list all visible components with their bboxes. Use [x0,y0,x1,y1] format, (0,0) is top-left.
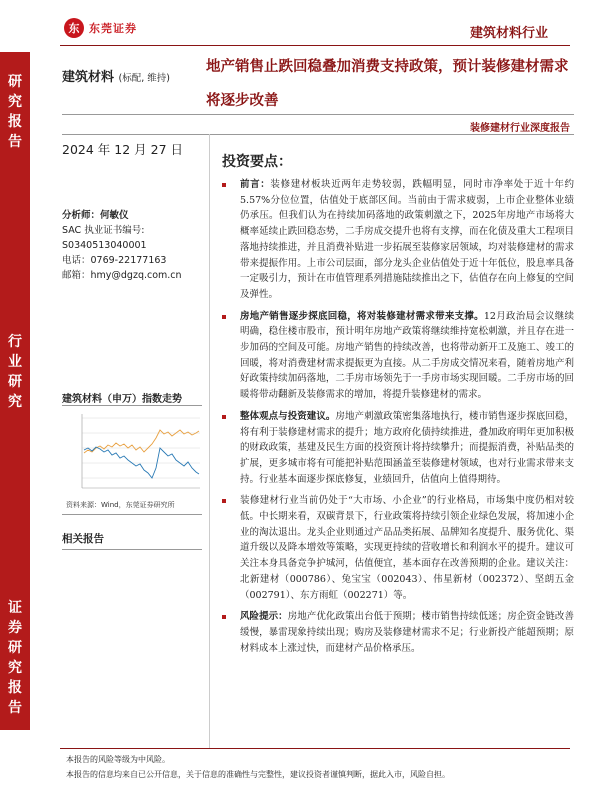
analyst-info [62,208,182,283]
point-risk [222,609,574,656]
point-text: 12月政治局会议继续明确，稳住楼市股市，预计明年房地产政策将继续维持宽松刺激，并且存在进一步加码的空间及可能。房地产销售的持续改善，也将带动新开工及施工、竣工的回暖，将对消费建材需求提振更为直接。从二手房成交情况来看，随着房地产利好政策持续加码落地，二手房市场领先于一手房市场实现回暖。二手房市场的回暖将带动翻新及装修需求的增加，将提升装修建材的需求。 [240,310,574,401]
sidebar-label-research: 研究报告 [8,74,22,150]
chart-title: 建筑材料（申万）指数走势 [62,394,182,405]
investment-points-title: 投资要点： [222,154,292,170]
point-industry-structure [222,493,574,603]
point-preface [222,177,574,303]
brand-logo [64,18,137,38]
bullet-square-icon [222,415,226,419]
report-date: 2024 年 12 月 27 日 [62,142,183,157]
point-text: 房地产刺激政策密集落地执行，楼市销售逐步探底回稳，将有利于装修建材需求的提升；地方政府化债持续推进，叠加政府明年更加积极的财政政策，基建及民生方面的投资预计将持续攀升；而提振消费，补贴品类的扩展，更多城市将有可能把补贴范围涵盖至装修建材领域，也对行业需求带来支持。行业基本面逐步探底修复，业绩回升，估值向上值得期待。 [240,410,574,485]
chart-source: 资料来源：Wind，东莞证券研究所 [66,501,175,509]
disclaimer-note: 本报告的信息均来自已公开信息，关于信息的准确性与完整性，建议投资者谨慎判断，据此入市，风险自担。 [66,770,450,779]
point-real-estate [222,309,574,403]
column-divider [209,134,210,748]
rating: (标配, 维持) [118,73,170,84]
top-rule [60,45,570,46]
risk-level-note: 本报告的风险等级为中风险。 [66,755,170,764]
bullet-square-icon [222,615,226,619]
bullet-square-icon [222,183,226,187]
point-overall-view [222,409,574,488]
footer [66,752,450,782]
bullet-square-icon [222,499,226,503]
analyst-name: 分析师：何敏仪 [62,210,129,221]
point-lead: 房地产销售逐步探底回稳，将对装修建材需求带来支撑。 [240,310,484,322]
type-divider [62,134,574,135]
index-chart [62,408,202,498]
point-lead: 整体观点与投资建议。 [240,410,336,422]
sac-number: S0340513040001 [62,240,147,251]
header-industry: 建筑材料行业 [469,26,548,41]
chart-bottom-rule [62,514,202,515]
point-text: 房地产优化政策出台低于预期；楼市销售持续低迷；房企资金链改善缓慢，暴雷现象持续出现；购房及装修建材需求不足；行业新投产能超预期；原材料成本上涨过快，而建材产品价格承压。 [240,611,574,654]
point-lead: 前言： [240,179,271,190]
report-type: 装修建材行业深度报告 [470,123,570,134]
sidebar-label-securities: 证券研究报告 [8,600,22,716]
report-title: 地产销售止跌回稳叠加消费支持政策，预计装修建材需求将逐步改善 [206,59,569,109]
analyst-email[interactable]: 邮箱：hmy@dgzq.com.cn [62,270,182,281]
series-line-building-materials [84,447,199,478]
industry-rating [62,66,170,85]
title-divider [62,114,574,115]
industry-name: 建筑材料 [62,70,115,85]
chart-top-rule [62,405,202,406]
logo-text: 东莞证券 [89,22,137,35]
related-divider [62,549,202,550]
logo-icon: 东 [64,18,84,38]
sidebar-label-industry: 行业研究 [8,334,22,410]
footer-rule [60,748,570,749]
related-reports-title: 相关报告 [62,533,104,545]
analyst-phone: 电话：0769-22177163 [62,255,167,266]
point-text: 装修建材行业当前仍处于“大市场、小企业”的行业格局，市场集中度仍相对较低。中长期来看，双碳背景下，行业政策将持续引领企业绿色发展，将加速小企业的淘汰退出。龙头企业则通过产品品类拓展、品牌知名度提升、服务优化、渠道升级以及降本增效等策略，实现更持续的营收增长和利润水平的提升。建议可关注本身具备竞争护城河，估值便宜，基本面存在改善预期的企业。建议关注：北新建材（000786）、兔宝宝（002043）、伟星新材（002372）、坚朗五金（002791）、东方雨虹（002271）等。 [240,495,574,601]
investment-points [222,177,574,662]
point-text: 装修建材板块近两年走势较弱，跌幅明显，同时市净率处于近十年约5.57%分位位置，估值处于底部区间。当前由于需求疲弱，上市企业整体业绩仍承压。但我们认为在持续加码落地的政策刺激之下，2025年房地产市场将大概率延续止跌回稳态势，二手房成交提升也将有支撑，而在化债及重大工程项目落地持续推进，并且消费补贴进一步拓展至装修家居领域，均对装修建材的需求带来提振作用。上市公司层面，部分龙头企业估值处于近十年低位，股息率具备一定吸引力，预计在市值管理系列措施陆续推出之下，估值存在向上修复的空间及弹性。 [240,179,574,300]
sac-label: SAC 执业证书编号: [62,225,145,236]
bullet-square-icon [222,315,226,319]
point-lead: 风险提示： [240,611,288,623]
